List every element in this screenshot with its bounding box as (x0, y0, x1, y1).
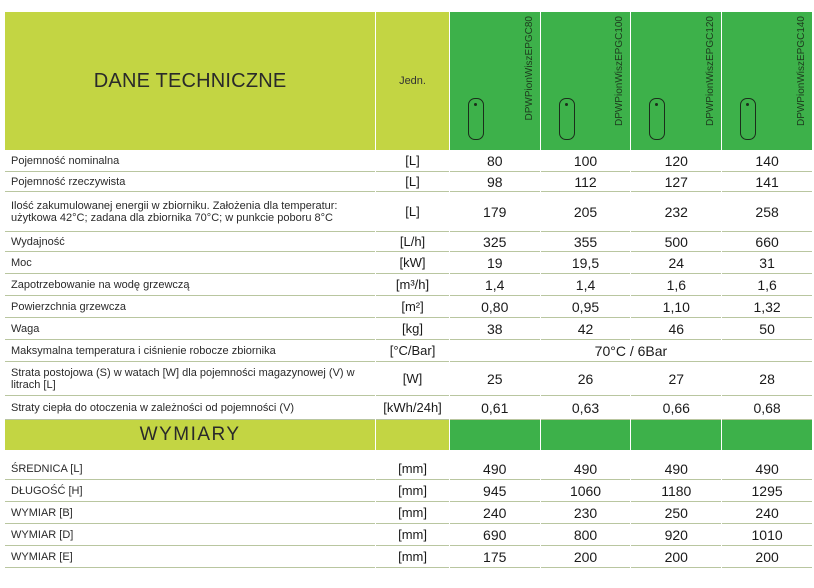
row-unit: [W] (376, 362, 449, 396)
row-value: 355 (541, 232, 631, 252)
row-label: Ilość zakumulowanej energii w zbiorniku. Założenia dla temperatur: użytkowa 42°C; zadana dla zbiornika 70°C; w punkcie poboru 8°C (5, 192, 375, 232)
row-value: 325 (450, 232, 540, 252)
table-title: DANE TECHNICZNE (5, 12, 375, 150)
row-unit: [°C/Bar] (376, 340, 449, 362)
row-value: 1,4 (541, 274, 631, 296)
row-value: 660 (722, 232, 812, 252)
row-unit: [kg] (376, 318, 449, 340)
tank-icon (649, 98, 665, 140)
row-value: 232 (631, 192, 721, 232)
row-label: Wydajność (5, 232, 375, 252)
table-row (5, 318, 812, 340)
product-header (450, 12, 540, 150)
row-unit: [L/h] (376, 232, 449, 252)
row-unit: [L] (376, 150, 449, 172)
row-value: 100 (541, 150, 631, 172)
row-unit: [m³/h] (376, 274, 449, 296)
row-value: 50 (722, 318, 812, 340)
row-value: 42 (541, 318, 631, 340)
row-value: 490 (722, 458, 812, 480)
row-value: 920 (631, 524, 721, 546)
row-value: 690 (450, 524, 540, 546)
row-unit: [m²] (376, 296, 449, 318)
header-row (5, 12, 812, 150)
row-label: Zapotrzebowanie na wodę grzewczą (5, 274, 375, 296)
tank-icon (468, 98, 484, 140)
row-value: 1,6 (631, 274, 721, 296)
row-value: 490 (631, 458, 721, 480)
row-label: Pojemność nominalna (5, 150, 375, 172)
table-row (5, 296, 812, 318)
row-value: 0,61 (450, 396, 540, 420)
row-value: 24 (631, 252, 721, 274)
row-value: 31 (722, 252, 812, 274)
row-value: 38 (450, 318, 540, 340)
row-value: 258 (722, 192, 812, 232)
row-label: ŚREDNICA [L] (5, 458, 375, 480)
row-unit: [mm] (376, 480, 449, 502)
row-label: WYMIAR [B] (5, 502, 375, 524)
row-value: 250 (631, 502, 721, 524)
row-value: 200 (722, 546, 812, 568)
row-value: 140 (722, 150, 812, 172)
row-value: 0,95 (541, 296, 631, 318)
spec-table (4, 12, 813, 568)
tank-icon (740, 98, 756, 140)
section-cell (541, 420, 631, 450)
row-value: 945 (450, 480, 540, 502)
row-unit: [mm] (376, 546, 449, 568)
row-label: Waga (5, 318, 375, 340)
row-unit: [mm] (376, 524, 449, 546)
row-unit: [mm] (376, 458, 449, 480)
row-value: 26 (541, 362, 631, 396)
row-value: 28 (722, 362, 812, 396)
row-value: 490 (450, 458, 540, 480)
section-title: WYMIARY (5, 420, 375, 450)
row-value: 25 (450, 362, 540, 396)
row-label: Pojemność rzeczywista (5, 172, 375, 192)
table-row (5, 524, 812, 546)
row-value: 1,10 (631, 296, 721, 318)
product-header (541, 12, 631, 150)
row-value: 120 (631, 150, 721, 172)
row-value: 175 (450, 546, 540, 568)
table-row (5, 396, 812, 420)
row-unit: [L] (376, 172, 449, 192)
unit-header: Jedn. (376, 12, 449, 150)
row-value: 179 (450, 192, 540, 232)
row-value: 70°C / 6Bar (450, 340, 812, 362)
row-value: 112 (541, 172, 631, 192)
table-row (5, 232, 812, 252)
row-label: WYMIAR [E] (5, 546, 375, 568)
row-label: Powierzchnia grzewcza (5, 296, 375, 318)
table-row (5, 546, 812, 568)
row-value: 1010 (722, 524, 812, 546)
table-row (5, 172, 812, 192)
row-value: 27 (631, 362, 721, 396)
row-value: 0,80 (450, 296, 540, 318)
row-unit: [kW] (376, 252, 449, 274)
row-value: 1,4 (450, 274, 540, 296)
table-row (5, 252, 812, 274)
row-unit: [mm] (376, 502, 449, 524)
row-value: 200 (541, 546, 631, 568)
table-row (5, 150, 812, 172)
row-label: Straty ciepła do otoczenia w zależności od pojemności (V) (5, 396, 375, 420)
section-cell (631, 420, 721, 450)
row-value: 1060 (541, 480, 631, 502)
row-unit: [L] (376, 192, 449, 232)
row-value: 1180 (631, 480, 721, 502)
row-label: Strata postojowa (S) w watach [W] dla pojemności magazynowej (V) w litrach [L] (5, 362, 375, 396)
product-name: DPWPionWiszEPGC80 (523, 16, 535, 121)
section-cell (376, 420, 449, 450)
row-value: 240 (450, 502, 540, 524)
row-value: 800 (541, 524, 631, 546)
row-value: 80 (450, 150, 540, 172)
table-row (5, 458, 812, 480)
row-value: 46 (631, 318, 721, 340)
spacer-cell (5, 450, 812, 458)
product-header (722, 12, 812, 150)
section-cell (722, 420, 812, 450)
row-value: 200 (631, 546, 721, 568)
product-name: DPWPionWiszEPGC100 (614, 16, 626, 127)
tank-icon (559, 98, 575, 140)
row-value: 205 (541, 192, 631, 232)
row-value: 1,6 (722, 274, 812, 296)
row-value: 0,66 (631, 396, 721, 420)
row-label: WYMIAR [D] (5, 524, 375, 546)
row-unit: [kWh/24h] (376, 396, 449, 420)
table-row (5, 502, 812, 524)
row-value: 490 (541, 458, 631, 480)
product-name: DPWPionWiszEPGC140 (796, 16, 807, 127)
table-row (5, 362, 812, 396)
row-value: 230 (541, 502, 631, 524)
row-label: DŁUGOŚĆ [H] (5, 480, 375, 502)
row-value: 19 (450, 252, 540, 274)
row-value: 141 (722, 172, 812, 192)
row-value: 0,68 (722, 396, 812, 420)
table-row (5, 192, 812, 232)
product-name: DPWPionWiszEPGC120 (705, 16, 717, 127)
row-label: Moc (5, 252, 375, 274)
row-value: 0,63 (541, 396, 631, 420)
spacer-row (5, 450, 812, 458)
row-label: Maksymalna temperatura i ciśnienie robocze zbiornika (5, 340, 375, 362)
section-header-row (5, 420, 812, 450)
row-value: 500 (631, 232, 721, 252)
section-cell (450, 420, 540, 450)
table-row (5, 480, 812, 502)
row-value: 1295 (722, 480, 812, 502)
row-value: 98 (450, 172, 540, 192)
row-value: 127 (631, 172, 721, 192)
row-value: 19,5 (541, 252, 631, 274)
row-value: 1,32 (722, 296, 812, 318)
table-row (5, 340, 812, 362)
table-row (5, 274, 812, 296)
row-value: 240 (722, 502, 812, 524)
product-header (631, 12, 721, 150)
